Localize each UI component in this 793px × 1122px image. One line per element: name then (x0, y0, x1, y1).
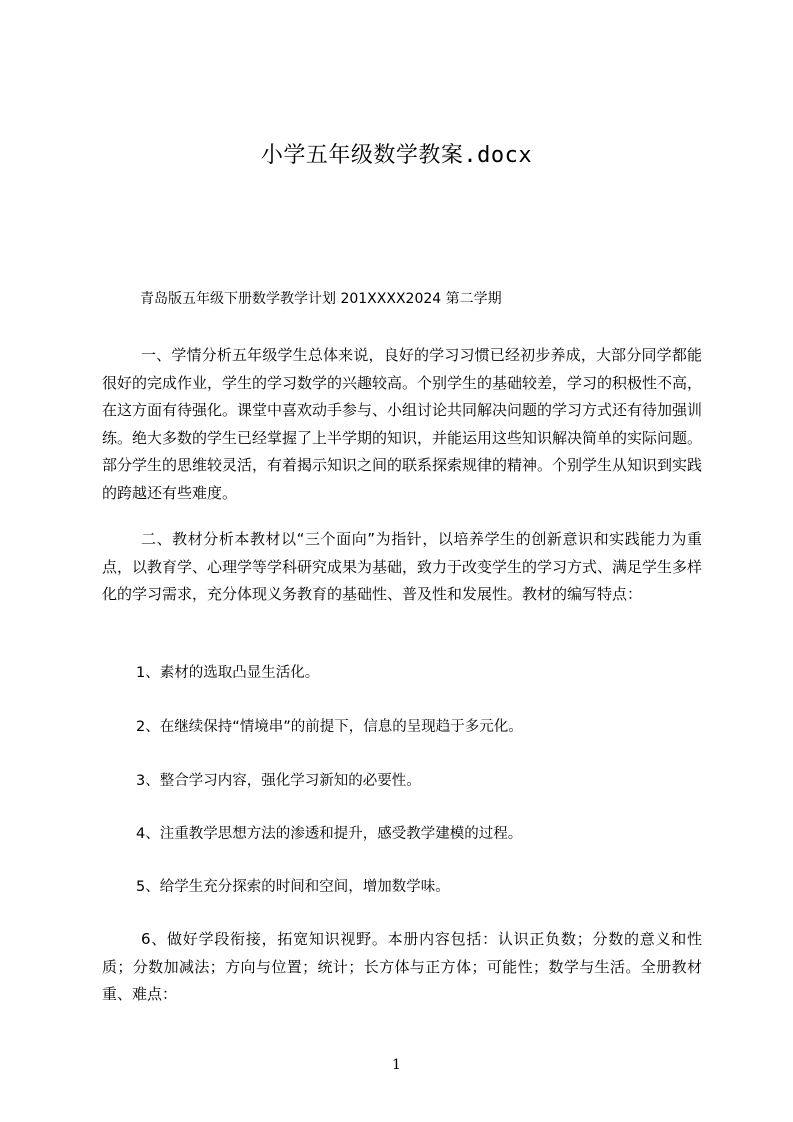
document-title: 小学五年级数学教案.docx (260, 143, 533, 168)
paragraph-learning-analysis: 一、学情分析五年级学生总体来说，良好的学习习惯已经初步养成，大部分同学都能很好的完成作业，学生的学习数学的兴趣较高。个别学生的基础较差，学习的积极性不高，在这方面有待强化。课堂中喜欢动手参与、小组讨论共同解决问题的学习方式还有待加强训练。绝大多数的学生已经掌握了上半学期的知识，并能运用这些知识解决简单的实际问题。部分学生的思维较灵活，有着揭示知识之间的联系探索规律的精神。个别学生从知识到实践的跨越还有些难度。 (102, 346, 703, 502)
page-number: 1 (392, 1057, 401, 1073)
list-item: 1、素材的选取凸显生活化。 (136, 665, 320, 681)
list-item: 3、整合学习内容，强化学习新知的必要性。 (136, 773, 421, 789)
list-item: 2、在继续保持“情境串”的前提下，信息的呈现趋于多元化。 (136, 719, 523, 735)
paragraph-content-overview: 6、做好学段衔接，拓宽知识视野。本册内容包括：认识正负数；分数的意义和性质；分数加减法；方向与位置；统计；长方体与正方体；可能性；数学与生活。全册教材重、难点： (102, 930, 702, 1003)
paragraph-textbook-analysis: 二、教材分析本教材以“三个面向”为指针，以培养学生的创新意识和实践能力为重点，以教育学、心理学等学科研究成果为基础，致力于改变学生的学习方式、满足学生多样化的学习需求，充分体现义务教育的基础性、普及性和发展性。教材的编写特点： (102, 530, 703, 603)
document-subtitle: 青岛版五年级下册数学教学计划 201XXXX2024 第二学期 (140, 291, 502, 307)
list-item: 4、注重教学思想方法的渗透和提升，感受教学建模的过程。 (136, 826, 523, 842)
list-item: 5、给学生充分探索的时间和空间，增加数学味。 (136, 879, 450, 895)
